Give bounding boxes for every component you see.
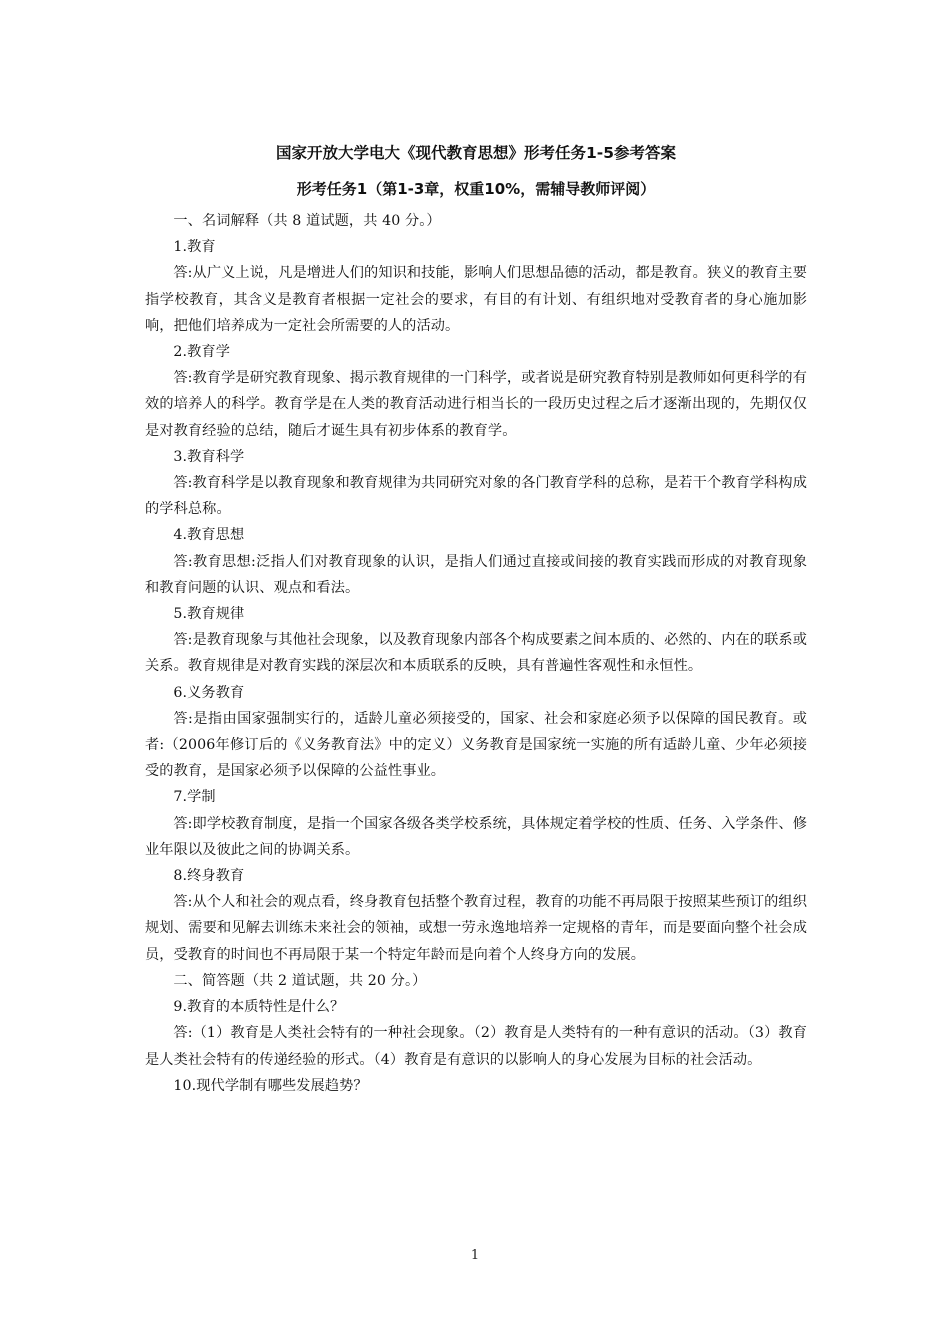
question-heading: 9.教育的本质特性是什么？ [173,999,345,1016]
term-heading: 1.教育 [173,239,216,256]
answer-paragraph: 答:是教育现象与其他社会现象，以及教育现象内部各个构成要素之间本质的、必然的、内在的联系或关系。教育规律是对教育实践的深层次和本质联系的反映，具有普遍性客观性和永恒性。 [145,632,807,675]
term-heading: 4.教育思想 [173,527,245,544]
section-heading: 一、名词解释（共 8 道试题，共 40 分。） [173,213,441,229]
answer-paragraph: 答:是指由国家强制实行的，适龄儿童必须接受的，国家、社会和家庭必须予以保障的国民教育。或者:（2006年修订后的《义务教育法》中的定义）义务教育是国家统一实施的所有适龄儿童、少年必须接受的教育，是国家必须予以保障的公益性事业。 [145,710,807,780]
term-heading: 3.教育科学 [173,448,245,465]
answer-paragraph: 答:从个人和社会的观点看，终身教育包括整个教育过程，教育的功能不再局限于按照某些预订的组织规划、需要和见解去训练未来社会的领袖，或想一劳永逸地培养一定规格的青年，而是要面向整个社会成员，受教育的时间也不再局限于某一个特定年龄而是向着个人终身方向的发展。 [145,894,807,963]
term-heading: 7.学制 [173,789,216,806]
document-title: 国家开放大学电大《现代教育思想》形考任务1-5参考答案 [275,144,676,162]
answer-paragraph: 答:即学校教育制度，是指一个国家各级各类学校系统，具体规定着学校的性质、任务、入学条件、修业年限以及彼此之间的协调关系。 [145,815,807,858]
answer-paragraph: 答:（1）教育是人类社会特有的一种社会现象。（2）教育是人类特有的一种有意识的活动。（3）教育是人类社会特有的传递经验的形式。（4）教育是有意识的以影响人的身心发展为目标的社会活动。 [145,1025,807,1068]
term-heading: 5.教育规律 [173,606,245,623]
answer-paragraph: 答:教育科学是以教育现象和教育规律为共同研究对象的各门教育学科的总称，是若干个教育学科构成的学科总称。 [145,475,807,518]
term-heading: 6.义务教育 [173,684,245,701]
document-body [145,140,807,1099]
answer-paragraph: 答:从广义上说，凡是增进人们的知识和技能，影响人们思想品德的活动，都是教育。狭义的教育主要指学校教育，其含义是教育者根据一定社会的要求，有目的有计划、有组织地对受教育者的身心施加影响，把他们培养成为一定社会所需要的人的活动。 [145,265,807,334]
answer-paragraph: 答:教育思想:泛指人们对教育现象的认识，是指人们通过直接或间接的教育实践而形成的对教育现象和教育问题的认识、观点和看法。 [145,553,807,596]
page-number: 1 [470,1248,480,1263]
answer-paragraph: 答:教育学是研究教育现象、揭示教育规律的一门科学，或者说是研究教育特别是教师如何更科学的有效的培养人的科学。教育学是在人类的教育活动进行相当长的一段历史过程之后才逐渐出现的，先期仅仅是对教育经验的总结，随后才诞生具有初步体系的教育学。 [145,370,807,439]
term-heading: 8.终身教育 [173,868,245,885]
document-subtitle: 形考任务1（第1-3章，权重10%，需辅导教师评阅） [296,180,656,198]
term-heading: 2.教育学 [173,344,230,361]
section-heading: 二、简答题（共 2 道试题，共 20 分。） [173,972,427,989]
question-heading: 10.现代学制有哪些发展趋势？ [173,1077,368,1094]
